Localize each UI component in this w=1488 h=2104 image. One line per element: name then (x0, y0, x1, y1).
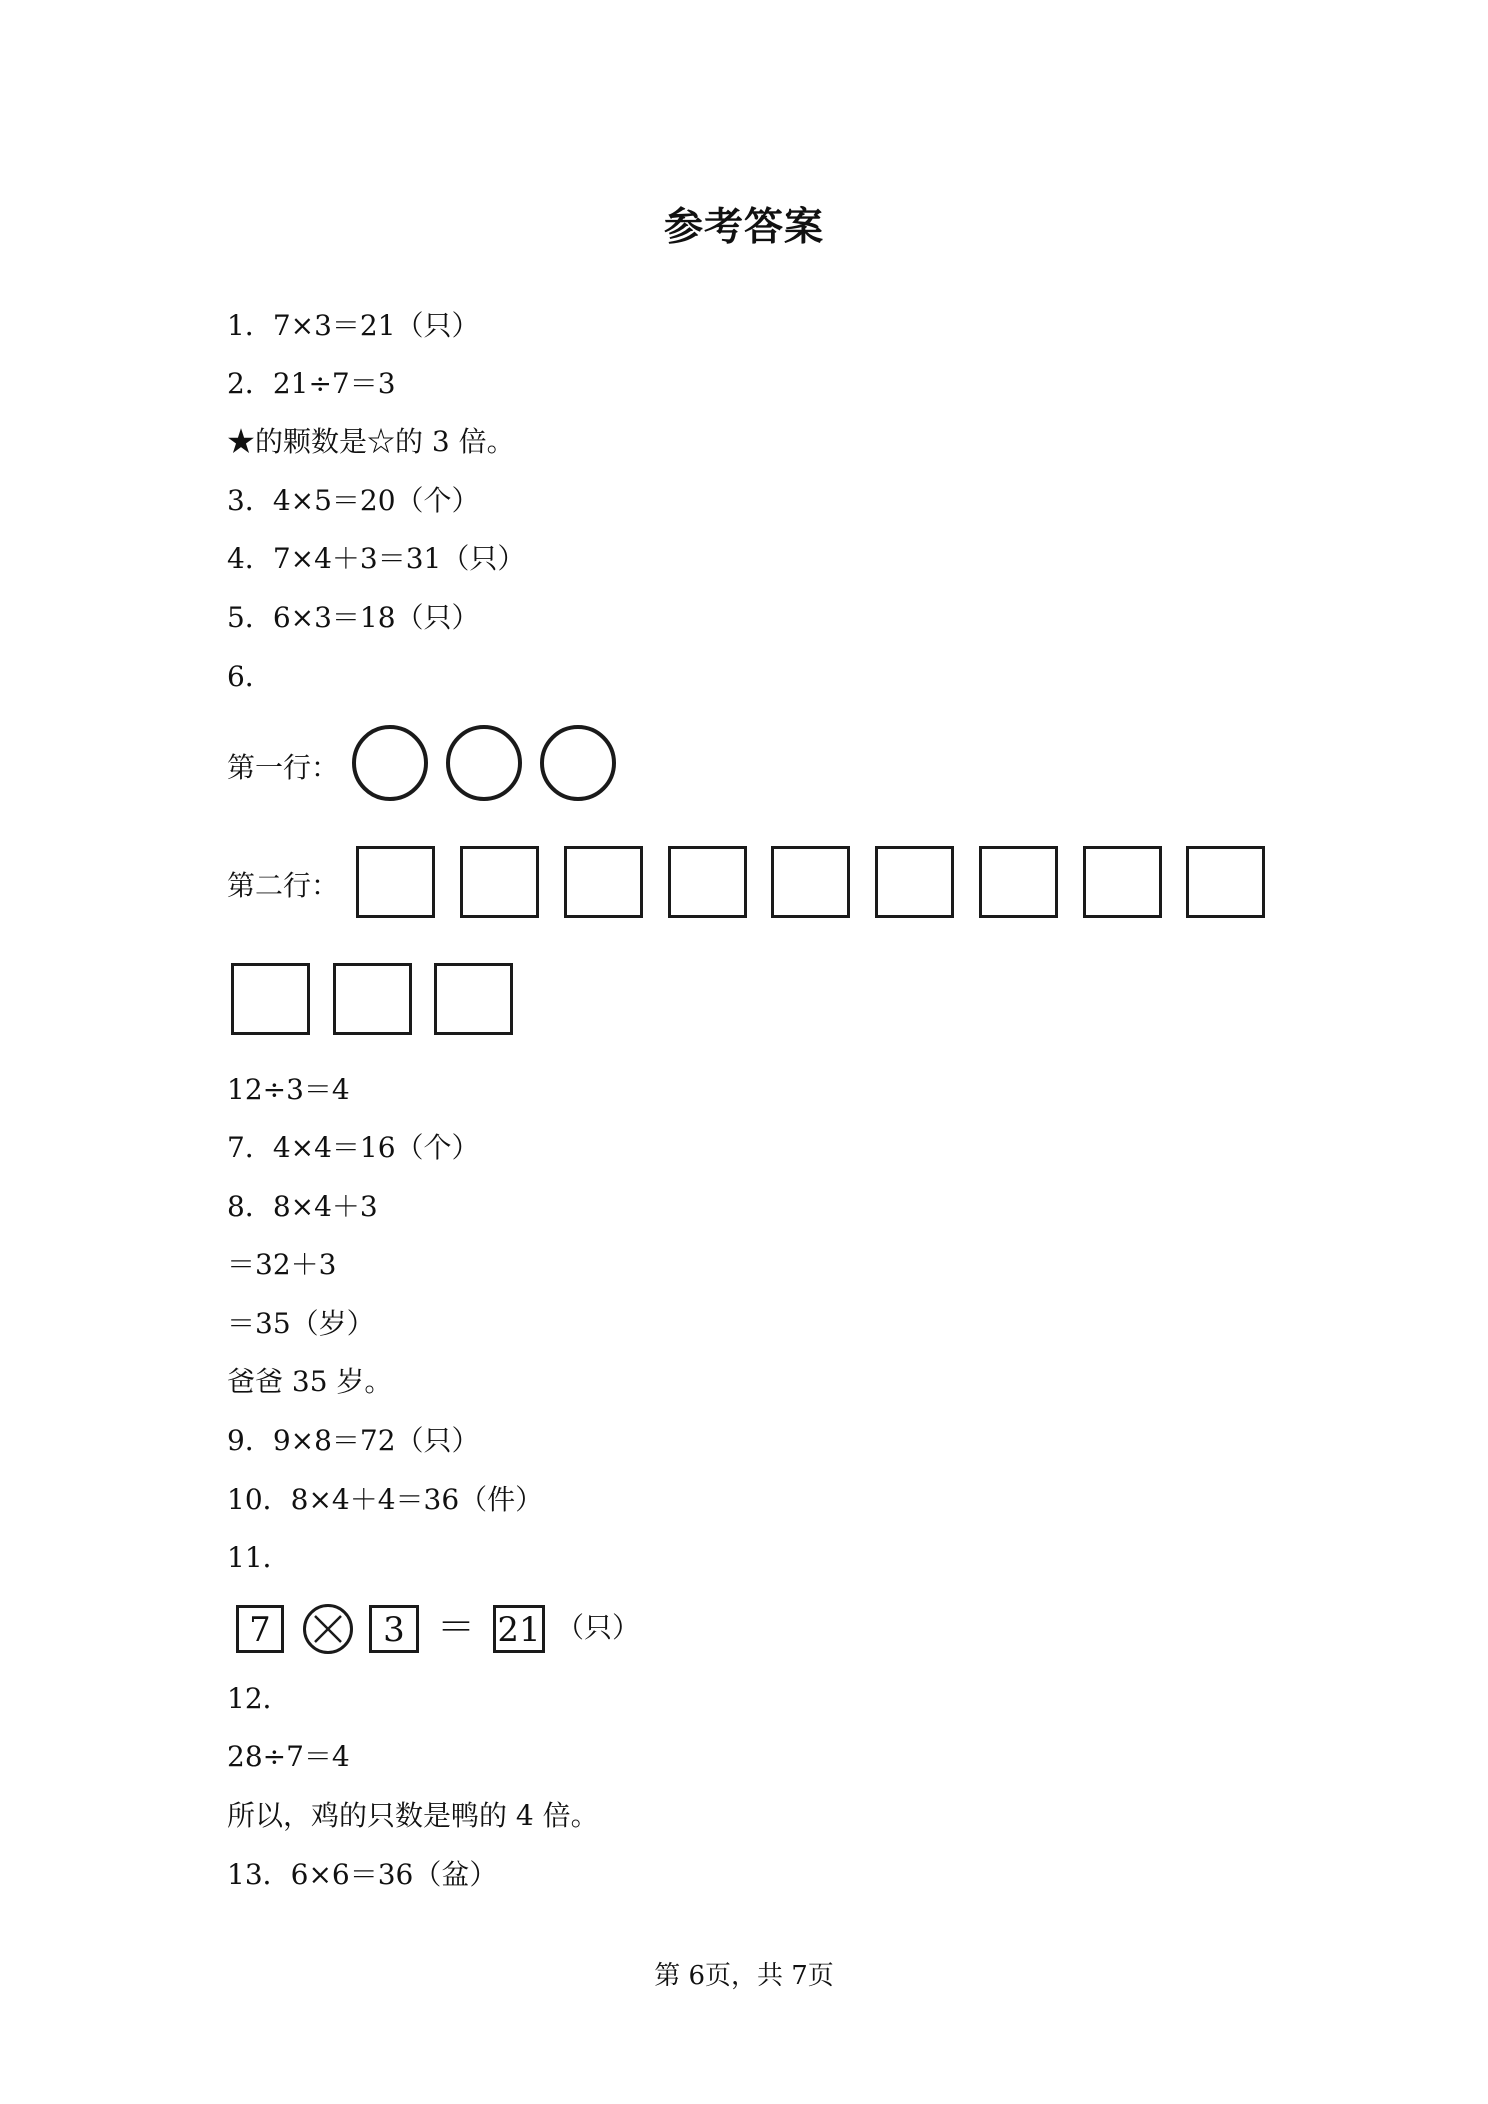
equals-sign: ＝ (437, 1605, 476, 1649)
page-title: 参考答案 (663, 205, 824, 250)
square-shape (564, 846, 643, 918)
answer-line-2: 2．21÷7＝3 (227, 367, 396, 400)
answer-line-12-equation: 28÷7＝4 (227, 1740, 350, 1773)
answer-line-12: 12． (227, 1682, 291, 1715)
answer-line-6: 6． (227, 660, 273, 693)
answer-line-3: 3．4×5＝20（个） (227, 484, 480, 517)
square-shape (979, 846, 1058, 918)
circle-shape (540, 725, 616, 801)
answer-line-7: 7．4×4＝16（个） (227, 1131, 480, 1164)
square-shape (231, 963, 310, 1035)
square-shape (333, 963, 412, 1035)
answer-line-13: 13．6×6＝36（盆） (227, 1858, 498, 1891)
answer-line-8-step: ＝32＋3 (227, 1248, 337, 1281)
unit-label: （只） (556, 1611, 641, 1644)
square-shape (1186, 846, 1265, 918)
answer-line-8-result: ＝35（岁） (227, 1307, 375, 1340)
answer-line-5: 5．6×3＝18（只） (227, 601, 480, 634)
row2-label: 第二行： (227, 869, 340, 902)
answer-line-12-note: 所以，鸡的只数是鸭的 4 倍。 (227, 1799, 599, 1832)
square-shape (1083, 846, 1162, 918)
answer-line-10: 10．8×4＋4＝36（件） (227, 1483, 544, 1516)
answer-line-9: 9．9×8＝72（只） (227, 1424, 480, 1457)
square-shape (460, 846, 539, 918)
circle-shape (352, 725, 428, 801)
row1-label: 第一行： (227, 751, 340, 784)
square-shape (356, 846, 435, 918)
square-shape (875, 846, 954, 918)
answer-line-8: 8．8×4＋3 (227, 1190, 378, 1223)
boxed-number: 3 (369, 1605, 419, 1653)
square-shape (771, 846, 850, 918)
answer-line-8-note: 爸爸 35 岁。 (227, 1365, 393, 1398)
multiply-circle-icon (302, 1603, 354, 1655)
answer-line-11: 11． (227, 1541, 291, 1574)
square-shape (434, 963, 513, 1035)
boxed-result: 21 (493, 1605, 545, 1653)
boxed-number: 7 (236, 1605, 284, 1653)
page-footer: 第 6页，共 7页 (654, 1961, 834, 1991)
circle-shape (446, 725, 522, 801)
square-shape (668, 846, 747, 918)
answer-line-1: 1．7×3＝21（只） (227, 309, 480, 342)
answer-line-4: 4．7×4＋3＝31（只） (227, 542, 526, 575)
answer-line-2-note: ★的颗数是☆的 3 倍。 (227, 425, 515, 458)
answer-line-6-equation: 12÷3＝4 (227, 1073, 350, 1106)
